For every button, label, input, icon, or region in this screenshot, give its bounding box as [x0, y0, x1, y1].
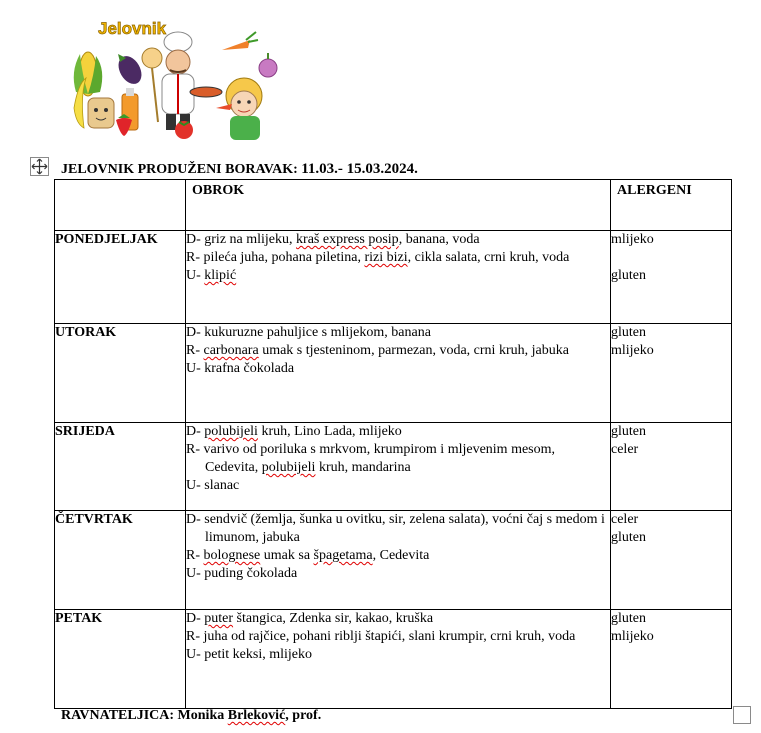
meal-breakfast: D- kukuruzne pahuljice s mlijekom, banana: [186, 325, 431, 340]
tomato-icon: [175, 121, 193, 139]
document-title: [61, 161, 418, 178]
allergen: celer: [611, 442, 639, 457]
day-cell: SRIJEDA: [55, 423, 186, 511]
meals-cell: [186, 610, 611, 709]
meal-snack: U- klipić: [186, 268, 237, 283]
meal-lunch: R- bolognese umak sa špagetama, Cedevita: [186, 548, 430, 563]
table-row-monday: [55, 231, 732, 324]
day-cell: UTORAK: [55, 324, 186, 423]
table-row-thursday: [55, 511, 732, 610]
meal-lunch: R- juha od rajčice, pohani riblji štapići, slani krumpir, crni kruh, voda: [186, 629, 576, 644]
principal-signature: RAVNATELJICA: Monika Brleković, prof.: [61, 708, 322, 723]
meals-cell: [186, 231, 611, 324]
day-cell: PONEDJELJAK: [55, 231, 186, 324]
toast-icon: [88, 98, 114, 128]
allergen-spacer: [611, 249, 731, 267]
title-label: JELOVNIK PRODUŽENI BORAVAK:: [61, 162, 302, 177]
carrot-icon: [222, 32, 258, 50]
allergens-cell: [611, 511, 732, 610]
meal-breakfast: D- griz na mlijeku, kraš express posip, banana, voda: [186, 232, 480, 247]
logo-text: Jelovnik: [98, 19, 167, 38]
chef-icon: [142, 32, 222, 130]
eggplant-icon: [114, 52, 146, 88]
menu-logo-illustration: [66, 12, 288, 144]
meal-lunch: R- pileća juha, pohana piletina, rizi bizi, cikla salata, crni kruh, voda: [186, 250, 570, 265]
header-allergens: ALERGENI: [611, 180, 732, 231]
allergen: mlijeko: [611, 629, 654, 644]
allergen: gluten: [611, 268, 646, 283]
allergens-cell: [611, 423, 732, 511]
meal-breakfast: D- puter štangica, Zdenka sir, kakao, kruška: [186, 611, 434, 626]
allergen: gluten: [611, 611, 646, 626]
corn-icon: [74, 52, 103, 96]
meal-snack: U- slanac: [186, 478, 240, 493]
allergen: gluten: [611, 424, 646, 439]
allergen: celer: [611, 512, 639, 527]
header-row: [55, 180, 732, 231]
meals-cell: [186, 324, 611, 423]
table-move-handle-icon[interactable]: [30, 157, 49, 176]
meal-snack: U- krafna čokolada: [186, 361, 295, 376]
meal-snack: U- puding čokolada: [186, 566, 298, 581]
header-meal: OBROK: [186, 180, 611, 231]
meal-lunch: R- carbonara umak s tjesteninom, parmezan, voda, crni kruh, jabuka: [186, 343, 569, 358]
day-cell: ČETVRTAK: [55, 511, 186, 610]
meal-breakfast: D- polubijeli kruh, Lino Lada, mlijeko: [186, 424, 402, 439]
child-icon: [216, 78, 262, 140]
allergens-cell: [611, 610, 732, 709]
allergens-cell: [611, 324, 732, 423]
allergens-cell: [611, 231, 732, 324]
title-dates: 11.03.- 15.03.2024.: [301, 161, 418, 177]
allergen: mlijeko: [611, 232, 654, 247]
table-row-tuesday: [55, 324, 732, 423]
meal-snack: U- petit keksi, mlijeko: [186, 647, 312, 662]
meal-breakfast: D- sendvič (žemlja, šunka u ovitku, sir, zelena salata), voćni čaj s medom i limunom, jabuka: [186, 512, 605, 545]
meal-lunch: R- varivo od poriluka s mrkvom, krumpirom i mljevenim mesom, Cedevita, polubijeli kruh, mandarina: [186, 442, 556, 475]
meals-cell: [186, 511, 611, 610]
table-row-friday: [55, 610, 732, 709]
day-cell: PETAK: [55, 610, 186, 709]
allergen: mlijeko: [611, 343, 654, 358]
meals-cell: [186, 423, 611, 511]
allergen: gluten: [611, 325, 646, 340]
onion-icon: [259, 53, 277, 77]
table-row-wednesday: [55, 423, 732, 511]
allergen: gluten: [611, 530, 646, 545]
menu-table: [54, 179, 732, 709]
table-resize-handle[interactable]: [733, 706, 751, 724]
header-day: [55, 180, 186, 231]
